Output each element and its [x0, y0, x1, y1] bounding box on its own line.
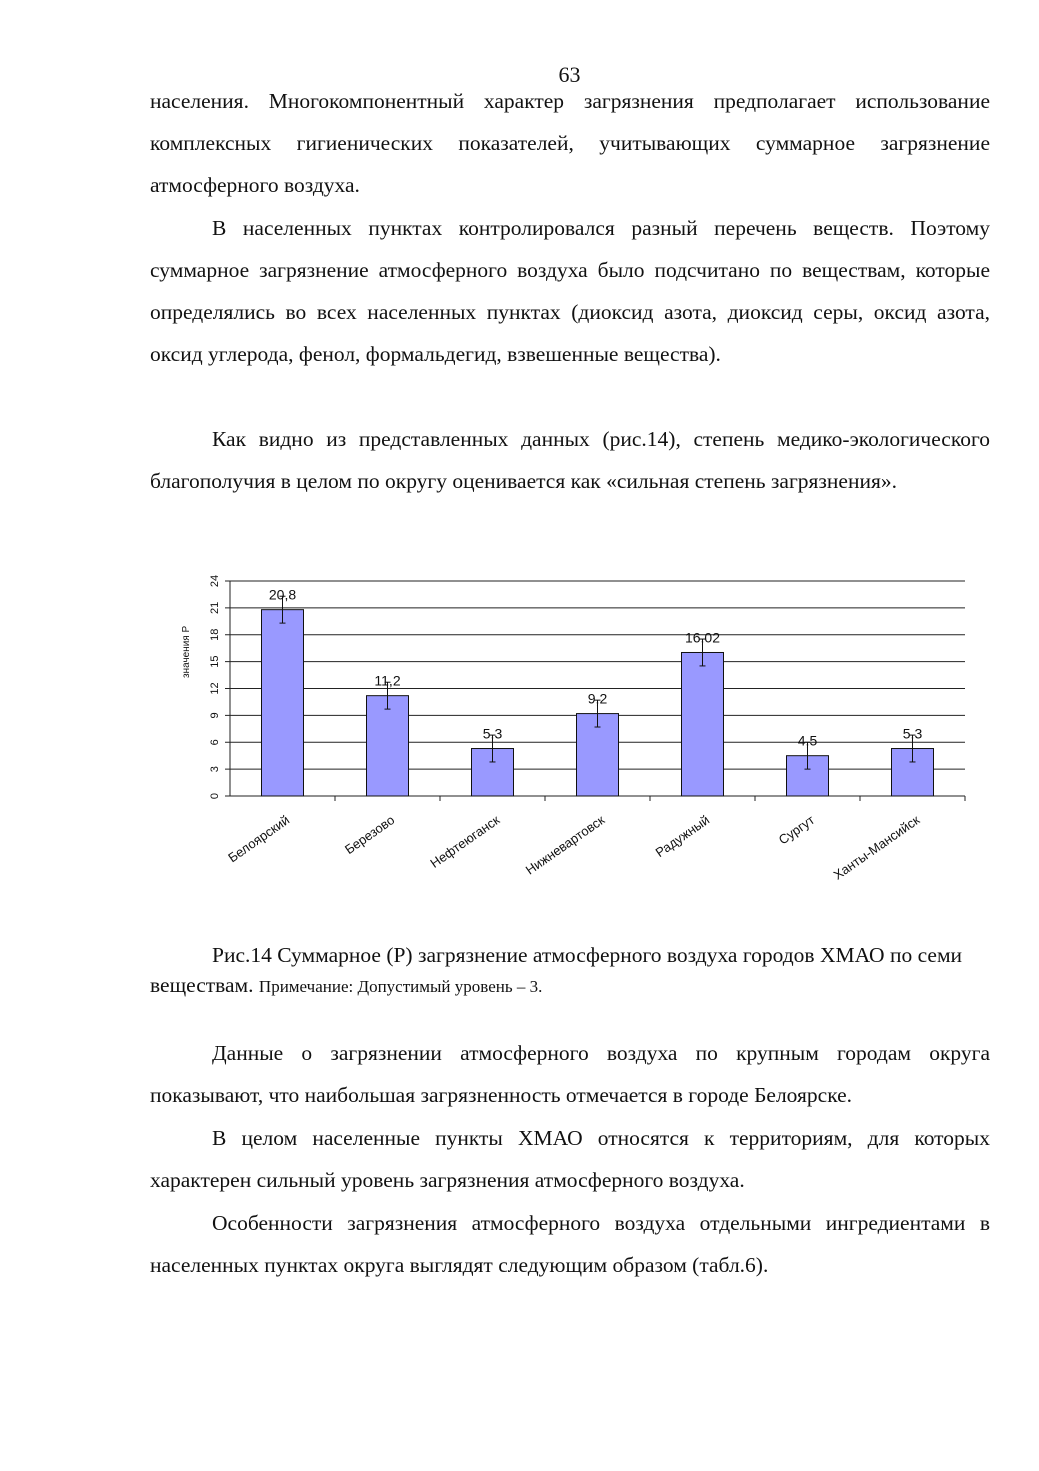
y-tick-label: 3 [208, 766, 221, 773]
x-tick-label: Ханты-Мансийск [830, 812, 923, 883]
data-label: 9,2 [587, 690, 608, 707]
y-tick-label: 12 [208, 682, 221, 695]
y-tick-label: 24 [208, 575, 221, 588]
bar [682, 652, 724, 796]
y-tick-label: 0 [208, 792, 221, 800]
data-label: 11,2 [374, 672, 401, 689]
x-tick-label: Белоярский [225, 812, 293, 866]
paragraph-3: Как видно из представленных данных (рис.14), степень медико-экологического благополучия в целом по округу оценивается как «сильная степень загрязнения». [150, 427, 990, 493]
data-label: 5,3 [482, 725, 503, 742]
paragraph-2: В населенных пунктах контролировался разный перечень веществ. Поэтому суммарное загрязнение атмосферного воздуха было подсчитано по веществам, которые определялись во всех населенных пунктах (диоксид азота, диоксид серы, оксид азота, оксид углерода, фенол, формальдегид, взвешенные вещества). [150, 216, 990, 366]
y-tick-label: 18 [208, 628, 221, 641]
x-tick-label: Радужный [652, 812, 713, 861]
paragraph-4: Данные о загрязнении атмосферного воздуха по крупным городам округа показывают, что наибольшая загрязненность отмечается в городе Белоярске. [150, 1041, 990, 1107]
page-number: 63 [558, 62, 581, 87]
data-label: 16,02 [684, 629, 721, 646]
y-tick-label: 9 [208, 712, 221, 719]
caption-main: Рис.14 Суммарное (Р) загрязнение атмосферного воздуха городов ХМАО по семи веществам. [150, 943, 963, 997]
data-label: 5,3 [902, 725, 923, 742]
x-tick-label: Нефтеюганск [427, 812, 503, 871]
caption-note: Примечание: Допустимый уровень – 3. [258, 977, 543, 996]
figure-caption [150, 940, 990, 1002]
y-tick-label: 21 [208, 601, 221, 614]
x-tick-label: Сургут [775, 812, 818, 848]
x-tick-label: Нижневартовск [522, 812, 608, 878]
bar [367, 696, 409, 796]
paragraph-5: В целом населенные пункты ХМАО относятся к территориям, для которых характерен сильный уровень загрязнения атмосферного воздуха. [150, 1126, 990, 1192]
y-axis-label: значения Р [181, 625, 192, 679]
paragraph-6: Особенности загрязнения атмосферного воздуха отдельными ингредиентами в населенных пунктах округа выглядят следующим образом (табл.6). [150, 1211, 990, 1277]
paragraph-1: населения. Многокомпонентный характер загрязнения предполагает использование комплексных гигиенических показателей, учитывающих суммарное загрязнение атмосферного воздуха. [150, 89, 990, 197]
data-label: 20,8 [268, 586, 297, 603]
bar-chart [175, 575, 975, 915]
x-tick-label: Березово [341, 812, 398, 858]
y-tick-label: 15 [208, 655, 221, 668]
y-tick-label: 6 [208, 739, 221, 746]
data-label: 4,5 [797, 732, 818, 749]
bar [262, 610, 304, 796]
